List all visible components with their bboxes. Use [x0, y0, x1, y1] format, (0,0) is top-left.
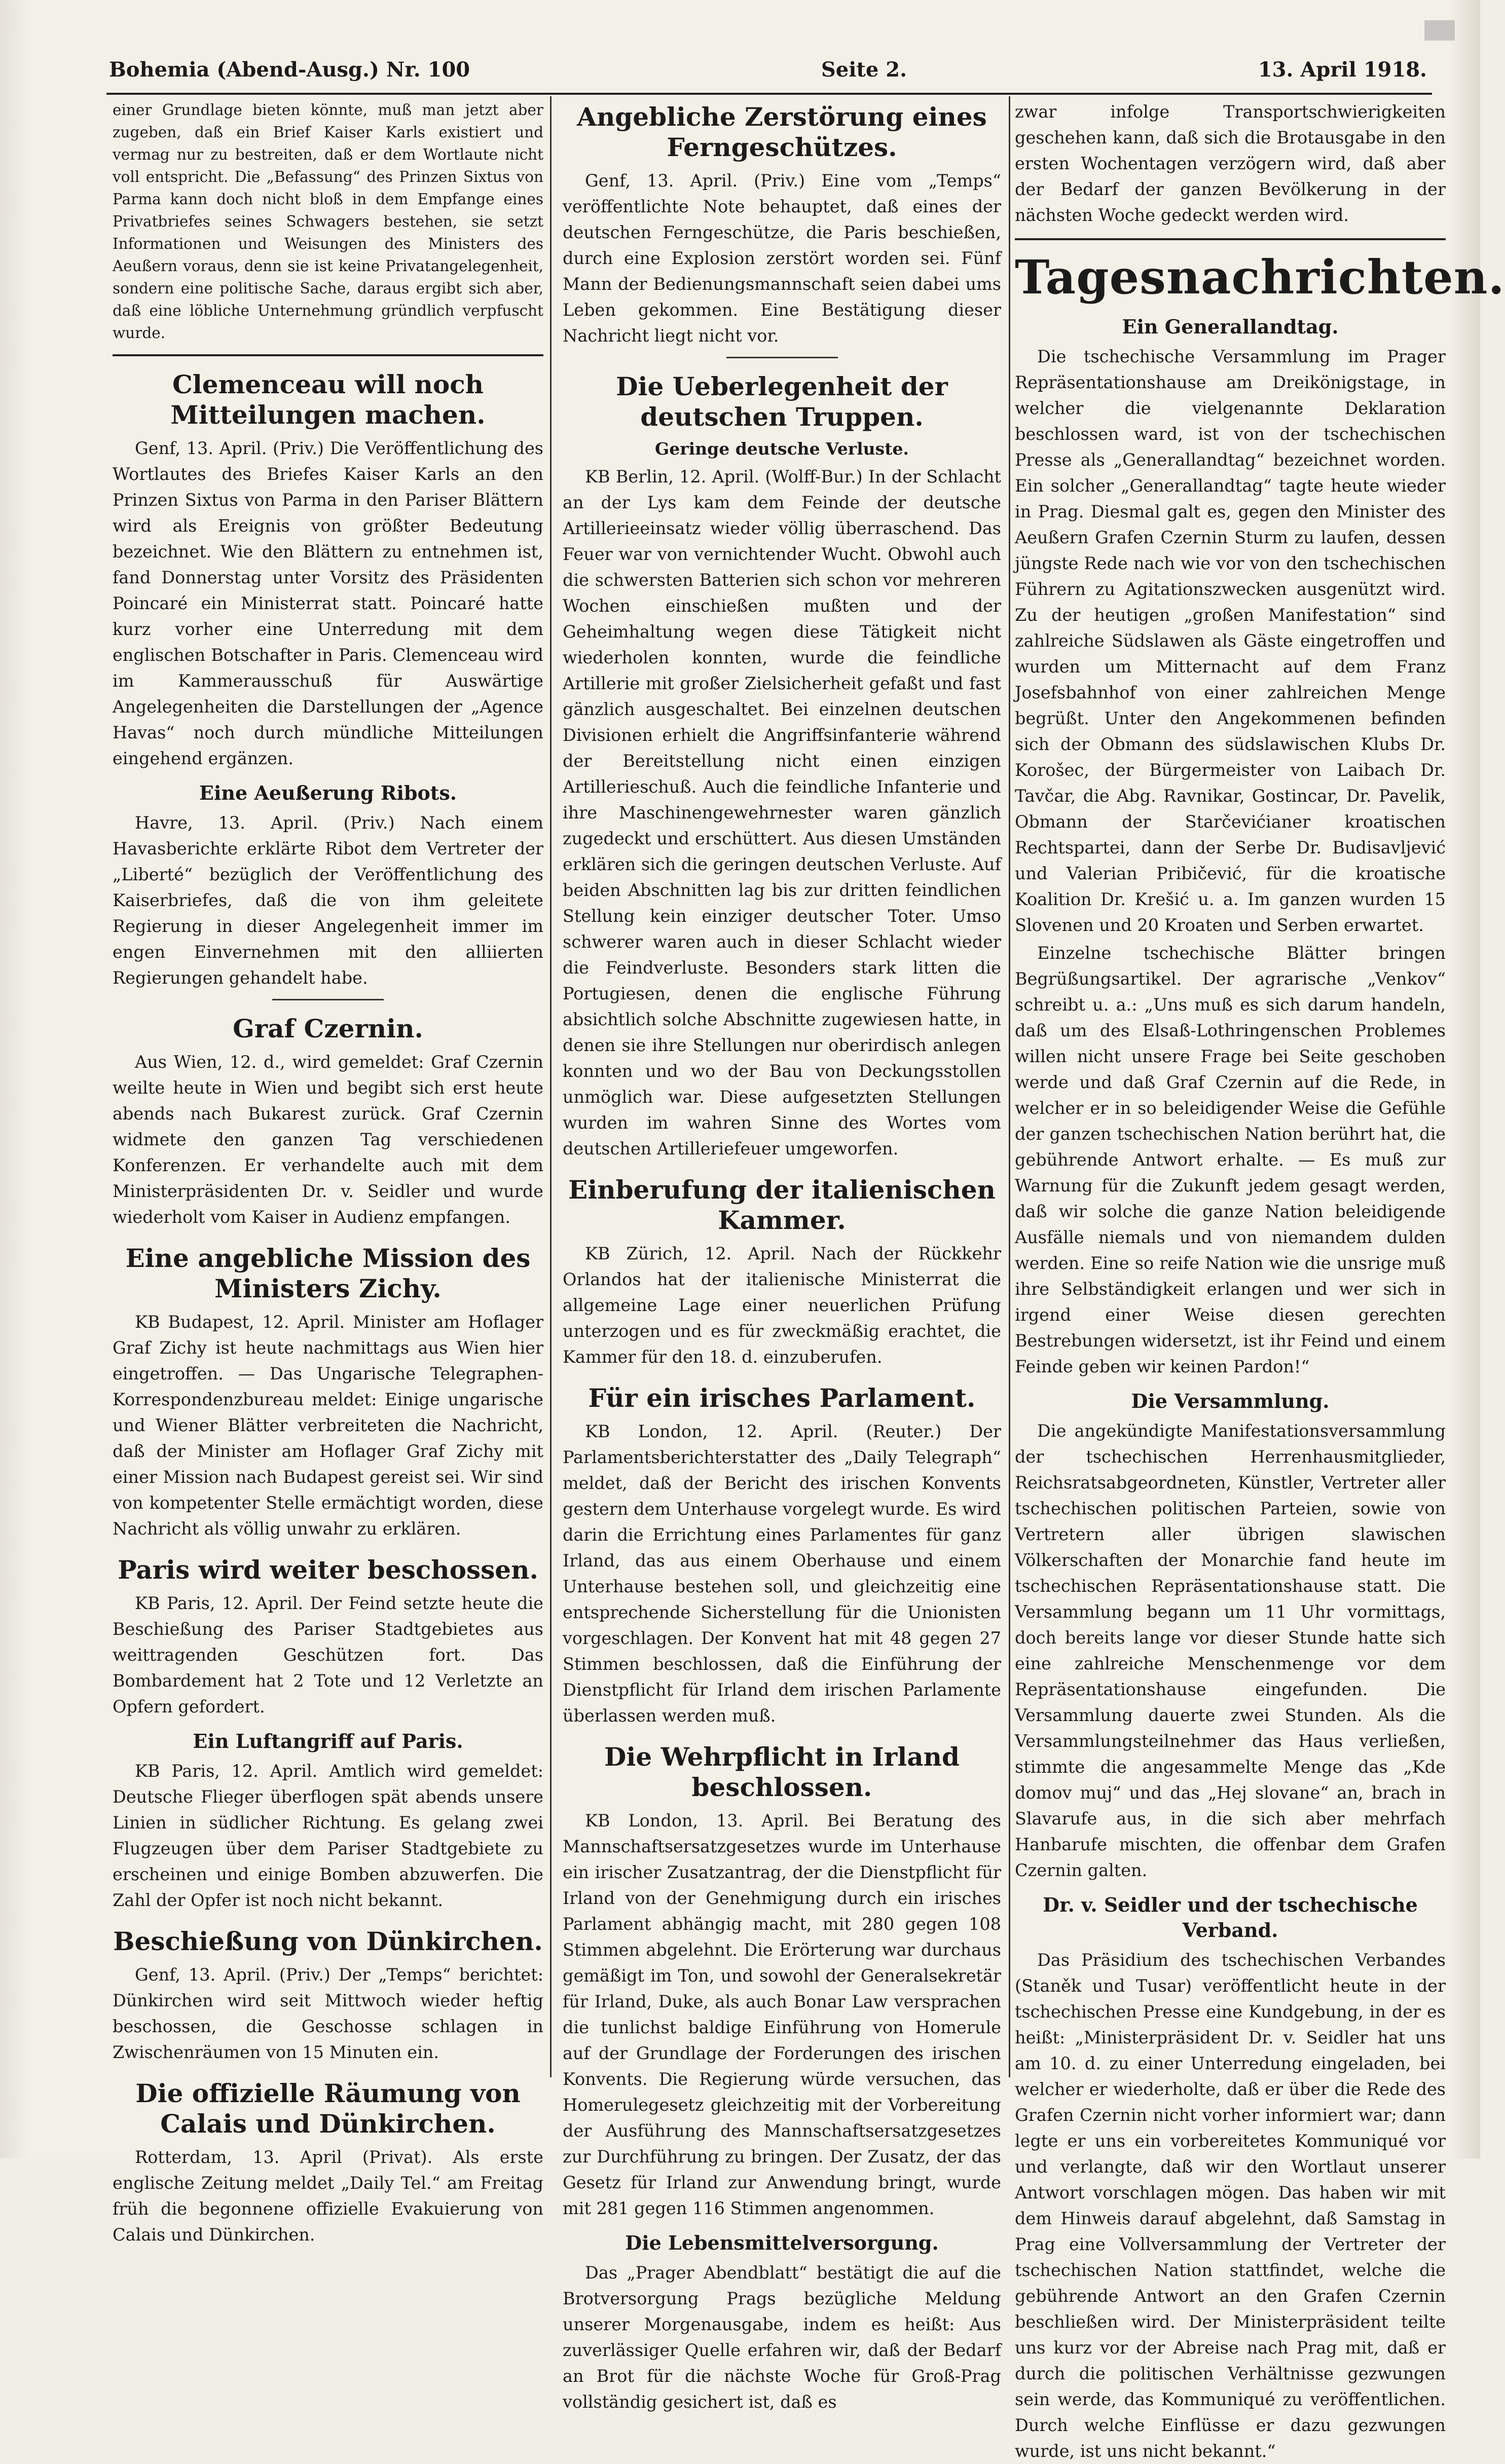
headline-assembly: Die Versammlung.	[1131, 1390, 1330, 1412]
article-conscription-ireland: KB London, 13. April. Bei Beratung des Mannschaftsersatzgesetzes wurde im Unterhause ein irischer Zusatzantrag, der die Dienstpflicht für Irland von der Genehmigung durch ein irisches Parlament abhängig macht, mit 280 gegen 108 Stimmen abgelehnt. Die Erörterung war durchaus gemäßigt im Ton, und sowohl der Generalsekretär für Irland, Duke, als auch Bonar Law versprachen die tunlichst baldige Einführung von Homerule auf der Grundlage der Forderungen des irischen Konvents. Die Regierung würde versuchen, das Homerulegesetz gleichzeitig mit der Vorbereitung der Ausführung des Mannschaftsersatzgesetzes zur Durchführung zu bringen. Der Zusatz, der das Gesetz für Irland zur Anwendung bringt, wurde mit 281 gegen 116 Stimmen angenommen.	[563, 1811, 1001, 2218]
continued-article	[113, 99, 543, 356]
article-air-raid: KB Paris, 12. April. Amtlich wird gemeldet: Deutsche Flieger überflogen spät abends unsere Linien in südlicher Richtung. Es gelang zwei Flugzeugen über dem Pariser Stadtgebiete zu erscheinen und einige Bomben abzuwerfen. Die Zahl der Opfer ist noch nicht bekannt.	[113, 1761, 543, 1910]
masthead-issue: Bohemia (Abend-Ausg.) Nr. 100	[109, 58, 470, 82]
article-irish-parliament: KB London, 12. April. (Reuter.) Der Parlamentsberichterstatter des „Daily Telegraph“ meldet, daß der Bericht des irischen Konvents gestern dem Unterhause vorgelegt wurde. Es wird darin die Errichtung eines Parlamentes für ganz Irland, das aus einem Oberhause und einem Unterhause bestehen soll, und gleichzeitig eine entsprechende Sicherstellung für die Unionisten vorgeschlagen. Der Konvent hat mit 48 gegen 27 Stimmen beschlossen, daß die Einführung der Dienstpflicht für Irland dem irischen Parlamente überlassen werden muß.	[563, 1422, 1001, 1726]
headline-conscription-ireland: Die Wehrpflicht in Irland beschlossen.	[604, 1742, 960, 1802]
column-rule-2	[1009, 96, 1010, 2077]
column-2	[563, 99, 1001, 2412]
headline-general-diet: Ein Generallandtag.	[1122, 315, 1339, 338]
separator	[272, 999, 384, 1000]
headline-zichy: Eine angebliche Mission des Ministers Zichy.	[125, 1243, 531, 1303]
continued-text: einer Grundlage bieten könnte, muß man jetzt aber zugeben, daß ein Brief Kaiser Karls existiert und vermag nur zu bestreiten, daß er dem Wortlaute nicht voll entspricht. Die „Befassung“ des Prinzen Sixtus von Parma kann doch nicht bloß in dem Empfange eines Privatbriefes seines Schwagers bestehen, sie setzt Informationen und Weisungen des Ministers des Aeußern voraus, denn sie ist keine Privatangelegenheit, sondern eine politische Sache, daraus ergibt sich aber, daß eine löbliche Unternehmung gründlich verpfuscht wurde.	[113, 101, 543, 342]
article-seidler: Das Präsidium des tschechischen Verbandes (Staněk und Tusar) veröffentlicht heute in der tschechischen Presse eine Kundgebung, in der es heißt: „Ministerpräsident Dr. v. Seidler hat uns am 10. d. zu einer Unterredung eingeladen, bei welcher er wiederholte, daß er über die Rede des Grafen Czernin nicht vorher informiert war; dann legte er uns ein vorbereitetes Kommuniqué vor und verlangte, daß wir den Wortlaut unserer Antwort vorschlagen mögen. Das haben wir mit dem Hinweis darauf abgelehnt, daß Samstag in Prag eine Vollversammlung der Vertreter der tschechischen Nation stattfindet, welche die gebührende Antwort an den Grafen Czernin beschließen wird. Der Ministerpräsident teilte uns kurz vor der Abreise nach Prag mit, daß er durch die politischen Verhältnisse gezwungen sein werde, das Kommuniqué zu veröffentlichen. Durch welche Einflüsse er dazu gezwungen wurde, ist uns nicht bekannt.“	[1015, 1950, 1446, 2461]
article-long-range-gun: Genf, 13. April. (Priv.) Eine vom „Temps“ veröffentlichte Note behauptet, daß eines der deutschen Ferngeschütze, die Paris beschießen, durch eine Explosion zerstört worden sei. Fünf Mann der Bedienungsmannschaft seien dabei ums Leben gekommen. Eine Bestätigung dieser Nachricht liegt nicht vor.	[563, 171, 1001, 346]
headline-czernin: Graf Czernin.	[233, 1014, 423, 1043]
header-rule	[106, 93, 1432, 95]
article-german-superiority: KB Berlin, 12. April. (Wolff-Bur.) In der Schlacht an der Lys kam dem Feinde der deutsche Artillerieeinsatz wieder völlig überraschend. Das Feuer war von vernichtender Wucht. Obwohl auch die schwersten Batterien sich schon vor mehreren Wochen einschießen mußten und der Geheimhaltung wegen diese Tätigkeit nicht wiederholen konnten, wurde die feindliche Artillerie mit großer Zielsicherheit gefaßt und fast gänzlich ausgeschaltet. Bei einzelnen deutschen Divisionen erhielt die Angriffsinfanterie während der Bereitstellung nicht einen einzigen Artillerieschuß. Auch die feindliche Infanterie und ihre Maschinengewehrnester waren gänzlich zugedeckt und erschüttert. Aus diesen Umständen erklären sich die geringen deutschen Verluste. Auf beiden Abschnitten lag bis zur dritten feindlichen Stellung kein einziger deutscher Toter. Umso schwerer waren auch in dieser Schlacht wieder die Feindverluste. Besonders stark litten die Portugiesen, denen die englische Führung absichtlich solche Abschnitte zugewiesen hatte, in denen sie ihre Stellungen nur oberirdisch anlegen konnten und wo der Bau von Deckungsstollen unmöglich war. Diese aufgesetzten Stellungen wurden im wahren Sinne des Wortes vom deutschen Artilleriefeuer umgeworfen.	[563, 467, 1001, 1159]
article-general-diet-cont: Einzelne tschechische Blätter bringen Begrüßungsartikel. Der agrarische „Venkov“ schreibt u. a.: „Uns muß es sich darum handeln, daß um des Elsaß-Lothringenschen Problemes willen nicht unsere Frage bei Seite geschoben werde und daß Graf Czernin auf die Rede, in welcher er in so beleidigender Weise die Gefühle der ganzen tschechischen Nation berührt hat, die gebührende Antwort erhalte. — Es muß zur Warnung für die Zukunft jedem gesagt werden, daß wir solche die ganze Nation beleidigende Ausfälle niemals und von niemandem dulden werden. Eine so reife Nation wie die unsrige muß ihre Selbständigkeit erlangen und wer sich in irgend einer Weise diesen gerechten Bestrebungen widersetzt, ist ihr Feind und einem Feinde geben wir keinen Pardon!“	[1015, 943, 1446, 1376]
headline-ribot: Eine Aeußerung Ribots.	[199, 781, 457, 804]
article-ribot: Havre, 13. April. (Priv.) Nach einem Havasberichte erklärte Ribot dem Vertreter der „Liberté“ bezüglich der Veröffentlichung des Kaiserbriefes, daß die von ihm geleitete Regierung in dieser Angelegenheit immer im engen Einvernehmen mit den alliierten Regierungen gehandelt habe.	[113, 813, 543, 988]
headline-paris-shelled: Paris wird weiter beschossen.	[118, 1555, 538, 1585]
continued-article	[1015, 99, 1446, 240]
continued-text: zwar infolge Transportschwierigkeiten geschehen kann, daß sich die Brotausgabe in den ersten Wochentagen verzögern wird, daß aber der Bedarf der ganzen Bevölkerung in der nächsten Woche gedeckt werden wird.	[1015, 102, 1446, 225]
headline-calais: Die offizielle Räumung von Calais und Dünkirchen.	[135, 2078, 521, 2139]
article-dunkirk: Genf, 13. April. (Priv.) Der „Temps“ berichtet: Dünkirchen wird seit Mittwoch wieder heftig beschossen, die Geschosse schlagen in Zwischenräumen von 15 Minuten ein.	[113, 1965, 543, 2062]
headline-irish-parliament: Für ein irisches Parlament.	[588, 1383, 976, 1413]
article-paris-shelled: KB Paris, 12. April. Der Feind setzte heute die Beschießung des Pariser Stadtgebietes aus weittragenden Geschützen fort. Das Bombardement hat 2 Tote und 12 Verletzte an Opfern gefordert.	[113, 1593, 543, 1716]
headline-german-superiority: Die Ueberlegenheit der deutschen Truppen.	[616, 371, 948, 432]
headline-food-supply: Die Lebensmittelversorgung.	[625, 2231, 939, 2254]
article-food-supply: Das „Prager Abendblatt“ bestätigt die auf die Brotversorgung Prags bezügliche Meldung unserer Morgenausgabe, indem es heißt: Aus zuverlässiger Quelle erfahren wir, daß der Bedarf an Brot für die nächste Woche für Groß-Prag vollständig gesichert ist, daß es	[563, 2263, 1001, 2412]
article-zichy: KB Budapest, 12. April. Minister am Hoflager Graf Zichy ist heute nachmittags aus Wien hier eingetroffen. — Das Ungarische Telegraphen-Korrespondenzbureau meldet: Einige ungarische und Wiener Blätter verbreiteten die Nachricht, daß der Minister am Hoflager Graf Zichy mit einer Mission nach Budapest gereist sei. Wir sind von kompetenter Stelle ermächtigt worden, diese Nachricht als völlig unwahr zu erklären.	[113, 1312, 543, 1539]
headline-long-range-gun: Angebliche Zerstörung eines Ferngeschützes.	[577, 102, 987, 162]
column-1	[113, 99, 543, 2245]
article-assembly: Die angekündigte Manifestationsversammlung der tschechischen Herrenhausmitglieder, Reichsratsabgeordneten, Künstler, Vertreter aller tschechischen politischen Parteien, sowie von Vertretern aller übrigen slawischen Völkerschaften der Monarchie fand heute im tschechischen Repräsentationshause statt. Die Versammlung begann um 11 Uhr vormittags, doch bereits lange vor dieser Stunde hatte sich eine zahlreiche Menschenmenge vor dem Repräsentationshause eingefunden. Die Versammlung dauerte zwei Stunden. Als die Versammlungsteilnehmer das Haus verließen, stimmte die angesammelte Menge das „Kde domov muj“ und das „Hej slovane“ an, brach in Slavarufe aus, in die sich aber mehrfach Hanbarufe mischten, die offenbar dem Grafen Czernin galten.	[1015, 1421, 1446, 1880]
issue-date: 13. April 1918.	[1258, 58, 1427, 82]
section-title: Tagesnachrichten.	[1015, 250, 1505, 305]
headline-clemenceau: Clemenceau will noch Mitteilungen machen.	[170, 369, 486, 430]
column-rule-1	[550, 96, 552, 2077]
headline-dunkirk: Beschießung von Dünkirchen.	[113, 1926, 543, 1956]
column-3	[1015, 99, 1505, 2461]
separator	[726, 357, 838, 358]
page-number: Seite 2.	[821, 58, 907, 82]
subheadline-german-losses: Geringe deutsche Verluste.	[655, 439, 909, 459]
headline-air-raid: Ein Luftangriff auf Paris.	[193, 1730, 463, 1752]
article-italian-chamber: KB Zürich, 12. April. Nach der Rückkehr Orlandos hat der italienische Ministerrat die allgemeine Lage einer neuerlichen Prüfung unterzogen und es für zweckmäßig erachtet, die Kammer für den 18. d. einzuberufen.	[563, 1244, 1001, 1367]
article-clemenceau: Genf, 13. April. (Priv.) Die Veröffentlichung des Wortlautes des Briefes Kaiser Karls an den Prinzen Sixtus von Parma in den Pariser Blättern wird als Ereignis von größter Bedeutung bezeichnet. Wie den Blättern zu entnehmen ist, fand Donnerstag unter Vorsitz des Präsidenten Poincaré ein Ministerrat statt. Poincaré hatte kurz vorher eine Unterredung mit dem englischen Botschafter in Paris. Clemenceau wird im Kammerausschuß für Auswärtige Angelegenheiten die Darstellungen der „Agence Havas“ noch durch mündliche Mitteilungen eingehend ergänzen.	[113, 438, 543, 768]
headline-seidler: Dr. v. Seidler und der tschechische Verband.	[1043, 1893, 1418, 1942]
article-czernin: Aus Wien, 12. d., wird gemeldet: Graf Czernin weilte heute in Wien und begibt sich erst heute abends nach Bukarest zurück. Graf Czernin widmete den ganzen Tag verschiedenen Konferenzen. Er verhandelte auch mit dem Ministerpräsidenten Dr. v. Seidler und wurde wiederholt vom Kaiser in Audienz empfangen.	[113, 1052, 543, 1227]
scan-mark	[1424, 20, 1455, 41]
headline-italian-chamber: Einberufung der italienischen Kammer.	[568, 1175, 996, 1235]
article-calais: Rotterdam, 13. April (Privat). Als erste englische Zeitung meldet „Daily Tel.“ am Freitag früh die begonnene offizielle Evakuierung von Calais und Dünkirchen.	[113, 2147, 543, 2245]
running-head	[109, 51, 1427, 89]
article-general-diet: Die tschechische Versammlung im Prager Repräsentationshause am Dreikönigstage, in welcher die vielgenannte Deklaration beschlossen ward, ist von der tschechischen Presse als „Generallandtag“ bezeichnet worden. Ein solcher „Generallandtag“ tagte heute wieder in Prag. Diesmal galt es, gegen den Minister des Aeußern Grafen Czernin Sturm zu laufen, dessen jüngste Rede nach wie vor von den tschechischen Führern zu Agitationszwecken ausgenützt wird. Zu der heutigen „großen Manifestation“ sind zahlreiche Südslawen als Gäste eingetroffen und wurden um Mitternacht auf dem Franz Josefsbahnhof von einer zahlreichen Menge begrüßt. Unter den Angekommenen befinden sich der Obmann des südslawischen Klubs Dr. Korošec, der Bürgermeister von Laibach Dr. Tavčar, die Abg. Ravnikar, Gostincar, Dr. Pavelik, Obmann der Starčevićianer kroatischen Rechtspartei, dann der Serbe Dr. Budisavljević und Valerian Pribičević, für die kroatische Koalition Dr. Krešić u. a. Im ganzen wurden 15 Slovenen und 20 Kroaten und Serben erwartet.	[1015, 347, 1446, 935]
